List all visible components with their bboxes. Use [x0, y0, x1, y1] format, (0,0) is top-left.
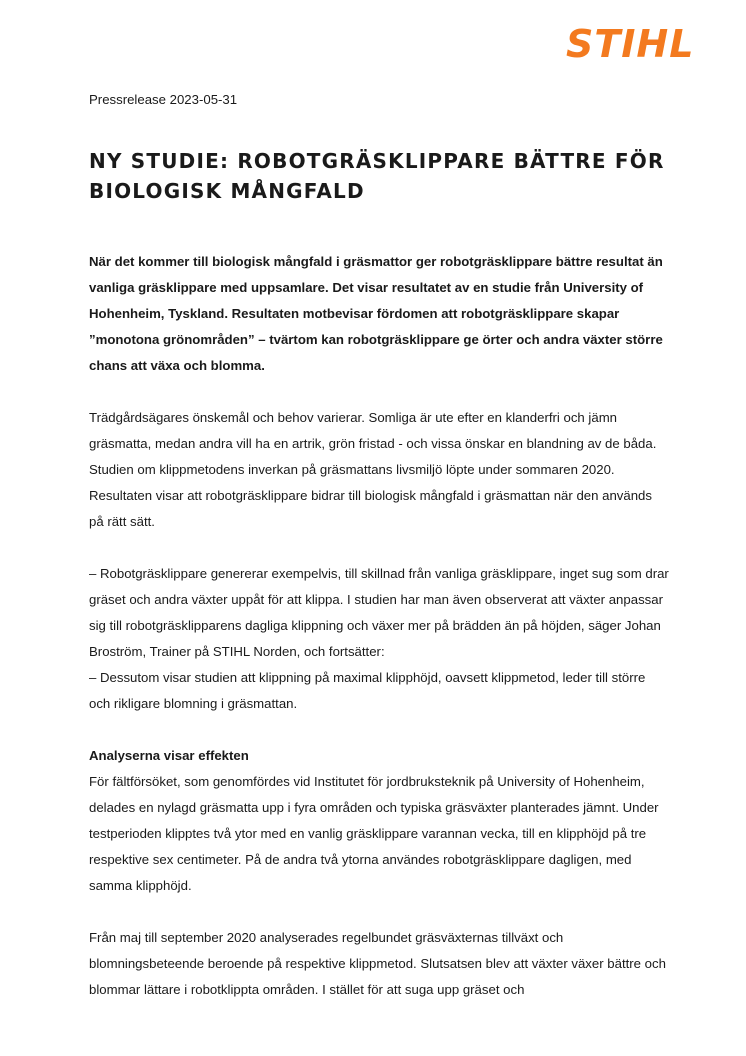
paragraph-5: Från maj till september 2020 analyserades regelbundet gräsväxternas tillväxt och blomningsbeteende beroende på respektive klippmetod. Slutsatsen blev att växter växer bättre och blommar lättare i robotklippta områden. I stället för att suga upp gräset och [89, 930, 666, 997]
press-release [89, 90, 669, 1003]
paragraph-4: För fältförsöket, som genomfördes vid Institutet för jordbruksteknik på University of Hohenheim, delades en nylagd gräsmatta upp i fyra områden och typiska gräsväxter planterades jämnt. Under testperioden klipptes två ytor med en vanlig gräsklippare varannan vecka, till en klipphöjd på tre respektive sex centimeter. På de andra två ytorna användes robotgräsklippare dagligen, med samma klipphöjd. [89, 774, 659, 893]
paragraph-1: Trädgårdsägares önskemål och behov varierar. Somliga är ute efter en klanderfri och jämn gräsmatta, medan andra vill ha en artrik, grön fristad - och vissa önskar en blandning av de båda. Studien om klippmetodens inverkan på gräsmattans livsmiljö löpte under sommaren 2020. Resultaten visar att robotgräsklippare bidrar till biologisk mångfald i gräsmattan när den används på rätt sätt. [89, 410, 657, 529]
page-title: NY STUDIE: ROBOTGRÄSKLIPPARE BÄTTRE FÖR BIOLOGISK MÅNGFALD [89, 149, 665, 203]
section-heading: Analyserna visar effekten [89, 748, 249, 763]
stihl-logo-text: STIHL [566, 24, 695, 60]
paragraph-2: – Robotgräsklippare genererar exempelvis, till skillnad från vanliga gräsklippare, inget sug som drar gräset och andra växter uppåt för att klippa. I studien har man även observerat att växter anpassar sig till robotgräsklipparens dagliga klippning och växer mer på brädden än på höjden, säger Johan Broström, Trainer på STIHL Norden, och fortsätter: [89, 566, 669, 659]
release-date: Pressrelease 2023-05-31 [89, 92, 238, 107]
lead-paragraph: När det kommer till biologisk mångfald i gräsmattor ger robotgräsklippare bättre resultat än vanliga gräsklippare med uppsamlare. Det visar resultatet av en studie från University of Hohenheim, Tyskland. Resultaten motbevisar fördomen att robotgräsklippare skapar ”monotona grönområden” – tvärtom kan robotgräsklippare ge örter och andra växter större chans att växa och blomma. [89, 254, 663, 373]
stihl-logo [566, 24, 718, 60]
paragraph-3: – Dessutom visar studien att klippning på maximal klipphöjd, oavsett klippmetod, leder till större och rikligare blomning i gräsmattan. [89, 670, 646, 711]
